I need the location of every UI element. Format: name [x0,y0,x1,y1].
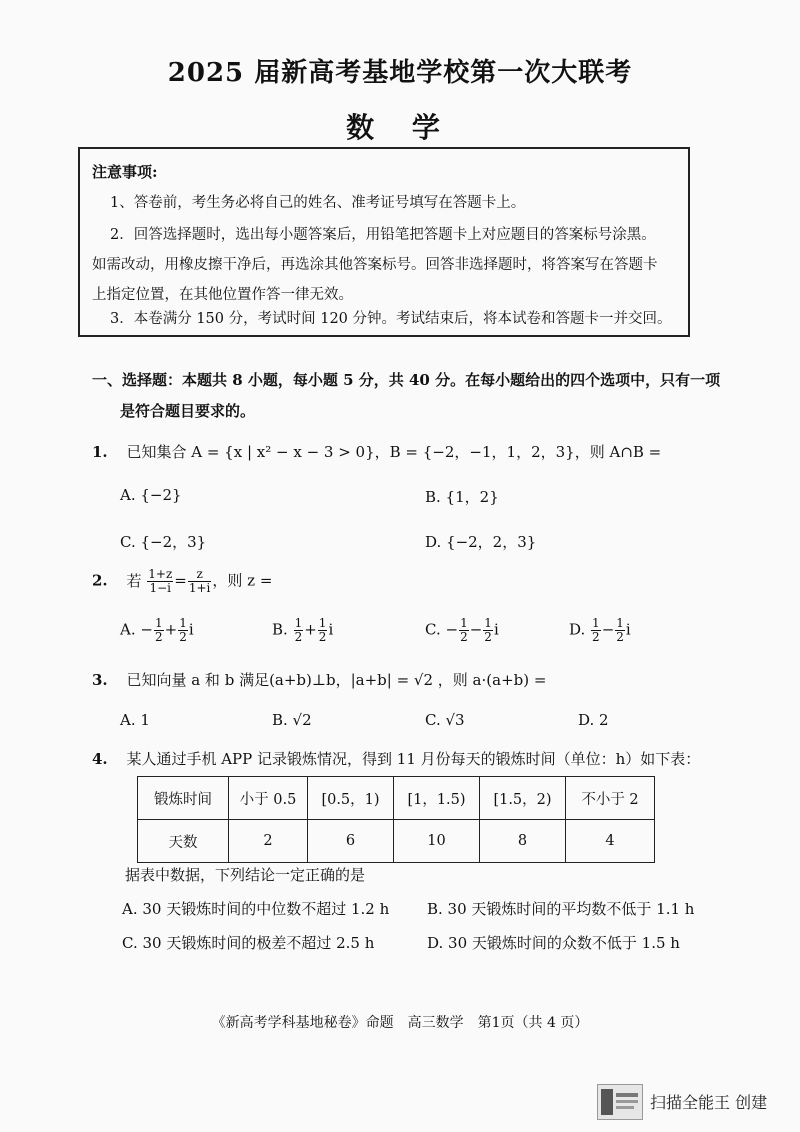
scanner-logo [597,1084,643,1120]
question-2 [92,568,272,595]
table-row [138,820,655,863]
q4-option-c: C. 30 天锻炼时间的极差不超过 2.5 h [122,934,375,952]
question-4 [92,748,700,769]
question-1 [92,441,661,462]
q4-option-a: A. 30 天锻炼时间的中位数不超过 1.2 h [122,900,390,918]
exam-title: 2025 届新高考基地学校第一次大联考 [167,58,633,88]
q2-option-b: B. $\frac{1}{2}$ + $\frac{1}{2}$ i [272,616,334,644]
notice-box [78,147,690,337]
notice-line-3: 如需改动，用橡皮擦干净后，再选涂其他答案标号。回答非选择题时，将答案写在答题卡 [92,257,658,273]
q3-option-a: A. 1 [120,711,150,729]
table-cell: 6 [308,820,394,863]
page-footer: 《新高考学科基地秘卷》命题 高三数学 第1页（共 4 页） [211,1015,589,1031]
q2-option-c: C. − $\frac{1}{2}$ − $\frac{1}{2}$ i [425,616,499,644]
table-header-cell: [1，1.5) [394,777,480,820]
q1-set-b: ，B = {−2，−1，1，2，3} [374,443,575,461]
q1-option-d: D. {−2，2，3} [425,533,537,551]
q2-suffix: ，则 z = [212,571,273,590]
q2-equals: = [174,571,187,590]
table-header-cell: 锻炼时间 [138,777,229,820]
q3-option-b: B. √2 [272,711,312,729]
subject-title: 数 学 [346,111,454,144]
q4-prompt: 据表中数据，下列结论一定正确的是 [125,866,366,884]
table-cell: 2 [229,820,308,863]
q2-prefix: 若 [126,571,142,590]
table-header-cell: [1.5，2) [480,777,566,820]
table-header-cell: 不小于 2 [566,777,655,820]
q3-stem: 已知向量 a 和 b 满足(a+b)⊥b，|a+b| = √2 ，则 a·(a+b) = [126,671,547,689]
q2-rhs-fraction: $\frac{z}{1+i}$ [188,567,211,595]
q2-lhs-fraction: $\frac{1+z}{1-i}$ [148,567,173,595]
q1-set-a: A = {x | x² − x − 3 > 0} [191,443,375,461]
q1-option-c: C. {−2，3} [120,533,207,551]
question-number: 2. [92,571,108,590]
notice-line-2: 2．回答选择题时，选出每小题答案后，用铅笔把答题卡上对应题目的答案标号涂黑。 [110,227,656,243]
section-1-instruction: 一、选择题：本题共 8 小题，每小题 5 分，共 40 分。在每小题给出的四个选项中，只有一项 [92,371,721,389]
notice-line-5: 3．本卷满分 150 分，考试时间 120 分钟。考试结束后，将本试卷和答题卡一并交回。 [110,311,672,327]
q4-stem: 某人通过手机 APP 记录锻炼情况，得到 11 月份每天的锻炼时间（单位：h）如下表： [126,750,701,768]
table-header-cell: 小于 0.5 [229,777,308,820]
q3-option-d: D. 2 [578,711,609,729]
exercise-table [137,776,655,863]
q1-stem-prefix: 已知集合 [126,443,192,461]
question-number: 4. [92,750,108,768]
q3-option-c: C. √3 [425,711,465,729]
q4-option-b: B. 30 天锻炼时间的平均数不低于 1.1 h [427,900,695,918]
q2-option-d: D. $\frac{1}{2}$ − $\frac{1}{2}$ i [569,616,631,644]
table-cell: 10 [394,820,480,863]
section-1-instruction-cont: 是符合题目要求的。 [120,402,256,420]
q1-ask: ，则 A∩B = [574,443,662,461]
question-3 [92,669,546,690]
q4-option-d: D. 30 天锻炼时间的众数不低于 1.5 h [427,934,680,952]
q1-option-a: A. {−2} [120,486,182,504]
question-number: 3. [92,671,108,689]
table-cell: 8 [480,820,566,863]
question-number: 1. [92,443,108,461]
table-header-row [138,777,655,820]
scanner-watermark: 扫描全能王 创建 [650,1093,768,1112]
notice-line-4: 上指定位置，在其他位置作答一律无效。 [92,287,353,303]
q1-option-b: B. {1，2} [425,488,499,506]
notice-line-1: 1、答卷前，考生务必将自己的姓名、准考证号填写在答题卡上。 [110,195,526,211]
q2-option-a: A. − $\frac{1}{2}$ + $\frac{1}{2}$ i [120,616,194,644]
notice-heading: 注意事项: [92,163,158,181]
table-header-cell: [0.5，1) [308,777,394,820]
table-cell: 4 [566,820,655,863]
table-row-label: 天数 [138,820,229,863]
